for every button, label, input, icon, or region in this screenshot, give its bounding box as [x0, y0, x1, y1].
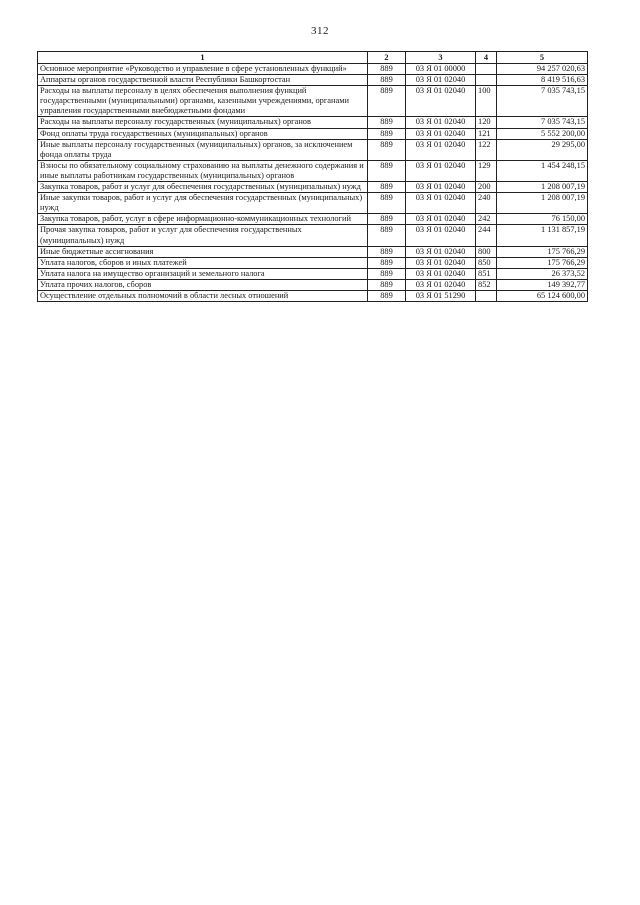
row-name-cell: Закупка товаров, работ и услуг для обеспечения государственных (муниципальных) нужд	[38, 182, 368, 193]
row-amount-cell: 175 766,29	[497, 246, 588, 257]
row-csr-cell: 03 Я 01 02040	[406, 279, 476, 290]
row-csr-cell: 03 Я 01 02040	[406, 246, 476, 257]
budget-table	[37, 51, 588, 302]
table-row	[38, 86, 588, 117]
table-row	[38, 117, 588, 128]
row-name-cell: Иные выплаты персоналу государственных (муниципальных) органов, за исключением фонда оплаты труда	[38, 139, 368, 160]
row-vr-cell	[476, 290, 497, 301]
row-name-cell: Расходы на выплаты персоналу в целях обеспечения выполнения функций государственными (муниципальными) органами, казенными учреждениями, органами управления государственными внебюджетными фондами	[38, 86, 368, 117]
row-name-cell: Иные закупки товаров, работ и услуг для обеспечения государственных (муниципальных) нужд	[38, 193, 368, 214]
row-admin-cell: 889	[368, 182, 406, 193]
table-row	[38, 214, 588, 225]
row-name-cell: Основное мероприятие «Руководство и управление в сфере установленных функций»	[38, 64, 368, 75]
row-name-cell: Иные бюджетные ассигнования	[38, 246, 368, 257]
row-admin-cell: 889	[368, 214, 406, 225]
row-name-cell: Расходы на выплаты персоналу государственных (муниципальных) органов	[38, 117, 368, 128]
row-admin-cell: 889	[368, 64, 406, 75]
row-csr-cell: 03 Я 01 00000	[406, 64, 476, 75]
table-row	[38, 193, 588, 214]
row-csr-cell: 03 Я 01 02040	[406, 257, 476, 268]
row-admin-cell: 889	[368, 160, 406, 181]
row-amount-cell: 1 454 248,15	[497, 160, 588, 181]
table-row	[38, 246, 588, 257]
row-amount-cell: 1 131 857,19	[497, 225, 588, 246]
row-vr-cell	[476, 64, 497, 75]
row-csr-cell: 03 Я 01 02040	[406, 128, 476, 139]
row-vr-cell	[476, 75, 497, 86]
row-amount-cell: 5 552 200,00	[497, 128, 588, 139]
row-vr-cell: 121	[476, 128, 497, 139]
row-vr-cell: 242	[476, 214, 497, 225]
row-amount-cell: 7 035 743,15	[497, 86, 588, 117]
row-admin-cell: 889	[368, 257, 406, 268]
row-csr-cell: 03 Я 01 02040	[406, 182, 476, 193]
row-name-cell: Уплата прочих налогов, сборов	[38, 279, 368, 290]
row-vr-cell: 100	[476, 86, 497, 117]
row-csr-cell: 03 Я 01 02040	[406, 86, 476, 117]
row-amount-cell: 7 035 743,15	[497, 117, 588, 128]
row-amount-cell: 8 419 516,63	[497, 75, 588, 86]
row-amount-cell: 26 373,52	[497, 268, 588, 279]
row-csr-cell: 03 Я 01 02040	[406, 268, 476, 279]
header-col-4: 4	[476, 52, 497, 64]
row-vr-cell: 850	[476, 257, 497, 268]
table-row	[38, 290, 588, 301]
row-vr-cell: 122	[476, 139, 497, 160]
table-row	[38, 128, 588, 139]
table-row	[38, 279, 588, 290]
row-name-cell: Взносы по обязательному социальному страхованию на выплаты денежного содержания и иные выплаты работникам государственных (муниципальных) органов	[38, 160, 368, 181]
row-admin-cell: 889	[368, 225, 406, 246]
row-name-cell: Уплата налогов, сборов и иных платежей	[38, 257, 368, 268]
header-col-5: 5	[497, 52, 588, 64]
row-csr-cell: 03 Я 01 02040	[406, 117, 476, 128]
row-name-cell: Осуществление отдельных полномочий в области лесных отношений	[38, 290, 368, 301]
row-admin-cell: 889	[368, 279, 406, 290]
row-csr-cell: 03 Я 01 02040	[406, 139, 476, 160]
row-amount-cell: 29 295,00	[497, 139, 588, 160]
row-admin-cell: 889	[368, 290, 406, 301]
row-vr-cell: 120	[476, 117, 497, 128]
row-vr-cell: 800	[476, 246, 497, 257]
row-name-cell: Фонд оплаты труда государственных (муниципальных) органов	[38, 128, 368, 139]
row-admin-cell: 889	[368, 193, 406, 214]
row-csr-cell: 03 Я 01 02040	[406, 160, 476, 181]
row-vr-cell: 852	[476, 279, 497, 290]
row-vr-cell: 240	[476, 193, 497, 214]
row-admin-cell: 889	[368, 268, 406, 279]
row-amount-cell: 175 766,29	[497, 257, 588, 268]
table-row	[38, 182, 588, 193]
row-amount-cell: 65 124 600,00	[497, 290, 588, 301]
row-amount-cell: 1 208 007,19	[497, 193, 588, 214]
table-header-row	[38, 52, 588, 64]
row-csr-cell: 03 Я 01 51290	[406, 290, 476, 301]
header-col-2: 2	[368, 52, 406, 64]
row-vr-cell: 244	[476, 225, 497, 246]
row-name-cell: Аппараты органов государственной власти Республики Башкортостан	[38, 75, 368, 86]
table-row	[38, 257, 588, 268]
row-csr-cell: 03 Я 01 02040	[406, 214, 476, 225]
row-name-cell: Закупка товаров, работ, услуг в сфере информационно-коммуникационных технологий	[38, 214, 368, 225]
table-row	[38, 160, 588, 181]
row-admin-cell: 889	[368, 117, 406, 128]
row-csr-cell: 03 Я 01 02040	[406, 75, 476, 86]
row-name-cell: Уплата налога на имущество организаций и земельного налога	[38, 268, 368, 279]
row-name-cell: Прочая закупка товаров, работ и услуг для обеспечения государственных (муниципальных) нужд	[38, 225, 368, 246]
row-vr-cell: 851	[476, 268, 497, 279]
header-col-3: 3	[406, 52, 476, 64]
row-admin-cell: 889	[368, 86, 406, 117]
row-csr-cell: 03 Я 01 02040	[406, 193, 476, 214]
table-row	[38, 64, 588, 75]
table-row	[38, 139, 588, 160]
header-col-1: 1	[38, 52, 368, 64]
table-row	[38, 268, 588, 279]
row-amount-cell: 149 392,77	[497, 279, 588, 290]
row-vr-cell: 200	[476, 182, 497, 193]
table-row	[38, 225, 588, 246]
row-admin-cell: 889	[368, 139, 406, 160]
row-amount-cell: 94 257 020,63	[497, 64, 588, 75]
row-csr-cell: 03 Я 01 02040	[406, 225, 476, 246]
row-admin-cell: 889	[368, 246, 406, 257]
row-vr-cell: 129	[476, 160, 497, 181]
row-amount-cell: 76 150,00	[497, 214, 588, 225]
row-amount-cell: 1 208 007,19	[497, 182, 588, 193]
row-admin-cell: 889	[368, 75, 406, 86]
row-admin-cell: 889	[368, 128, 406, 139]
page-number: 312	[311, 25, 329, 37]
table-row	[38, 75, 588, 86]
